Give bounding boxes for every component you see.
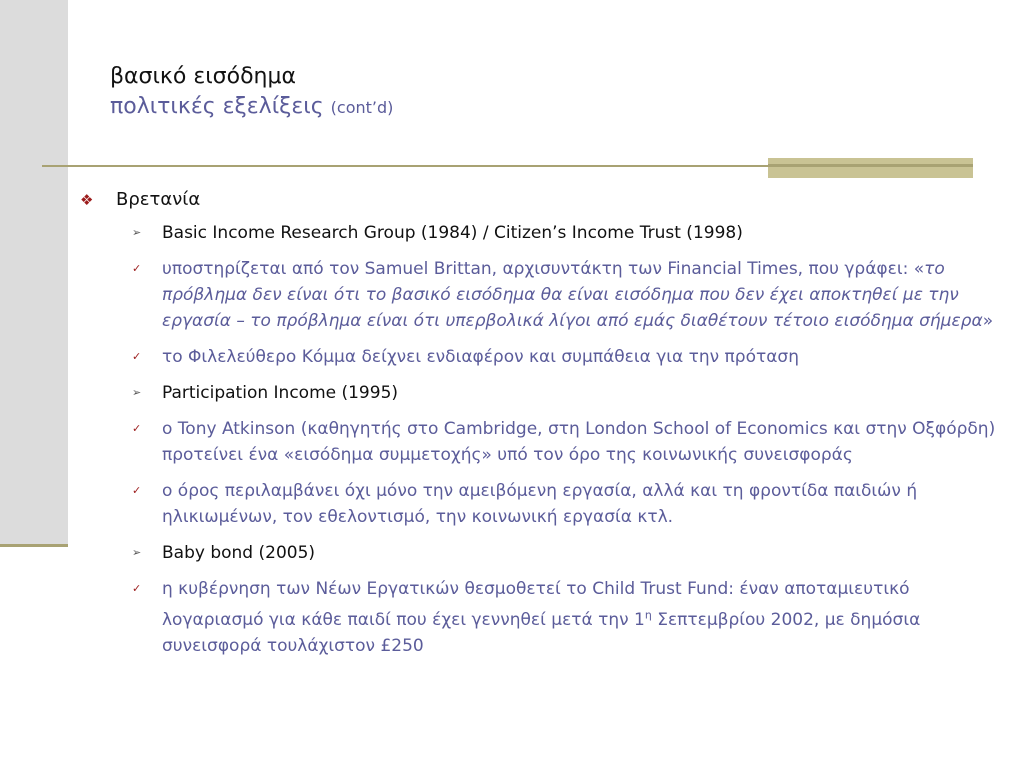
list-item-arrow (80, 220, 1010, 246)
list-item-check (80, 478, 1010, 530)
list-item-text (162, 259, 993, 331)
title-divider-block (768, 158, 973, 178)
quote-close: » (982, 311, 994, 331)
arrowhead-icon: ➢ (132, 546, 142, 559)
section-item (80, 186, 1010, 214)
diamond-cluster-icon: ❖ (80, 191, 94, 209)
title-cont-label: (cont’d) (330, 98, 394, 117)
text-part: Σεπτεμβρίου 2002, με δημόσια συνεισφορά τουλάχιστον £250 (162, 609, 921, 656)
title-main: βασικό εισόδημα (110, 64, 296, 89)
quote-text: το πρόβλημα δεν είναι ότι το βασικό εισόδημα θα είναι εισόδημα που δεν έχει αποκτηθεί με την εργασία – το πρόβλημα είναι ότι υπερβολικά λίγοι από εμάς διαθέτουν τέτοιο εισόδημα σήμερα (162, 259, 983, 331)
list-item-text: Baby bond (2005) (162, 543, 316, 563)
title-subtitle-text: πολιτικές εξελίξεις (110, 94, 324, 119)
list-item-check (80, 256, 1010, 334)
list-item-text (162, 579, 920, 656)
list-item-check (80, 344, 1010, 370)
list-item-arrow (80, 540, 1010, 566)
title-divider (42, 165, 768, 167)
side-panel (0, 0, 68, 546)
superscript: η (644, 608, 652, 621)
arrowhead-icon: ➢ (132, 386, 142, 399)
list-item-text: Participation Income (1995) (162, 383, 399, 403)
slide-title (110, 62, 393, 123)
list-item-text: ο Tony Atkinson (καθηγητής στο Cambridge, στη London School of Economics και στην Οξφόρδη) προτείνει ένα «εισόδημα συμμετοχής» υπό τον όρο της κοινωνικής συνεισφοράς (162, 419, 996, 465)
list-item-check (80, 416, 1010, 468)
list-item-text: το Φιλελεύθερο Κόμμα δείχνει ενδιαφέρον και συμπάθεια για την πρόταση (162, 347, 799, 367)
list-item-check (80, 576, 1010, 659)
list-item-text: ο όρος περιλαμβάνει όχι μόνο την αμειβόμενη εργασία, αλλά και τη φροντίδα παιδιών ή ηλικιωμένων, τον εθελοντισμό, την κοινωνική εργασία κτλ. (162, 481, 918, 527)
text-part: η κυβέρνηση των Νέων Εργατικών θεσμοθετεί το Child Trust Fund: έναν αποταμιευτικό λογαριασμό για κάθε παιδί που έχει γεννηθεί μετά την 1 (162, 579, 910, 630)
quote-intro: υποστηρίζεται από τον Samuel Brittan, αρχισυντάκτη των Financial Times, που γράφει: « (162, 259, 925, 279)
checkmark-icon: ✓ (132, 582, 142, 595)
section-heading: Βρετανία (116, 189, 201, 210)
side-panel-divider (0, 544, 68, 547)
checkmark-icon: ✓ (132, 350, 142, 363)
title-divider-block-line (768, 164, 973, 167)
checkmark-icon: ✓ (132, 484, 142, 497)
list-item-text: Basic Income Research Group (1984) / Citizen’s Income Trust (1998) (162, 223, 743, 243)
slide-body (80, 186, 1010, 669)
checkmark-icon: ✓ (132, 422, 142, 435)
checkmark-icon: ✓ (132, 262, 142, 275)
title-subtitle (110, 92, 393, 123)
arrowhead-icon: ➢ (132, 226, 142, 239)
list-item-arrow (80, 380, 1010, 406)
